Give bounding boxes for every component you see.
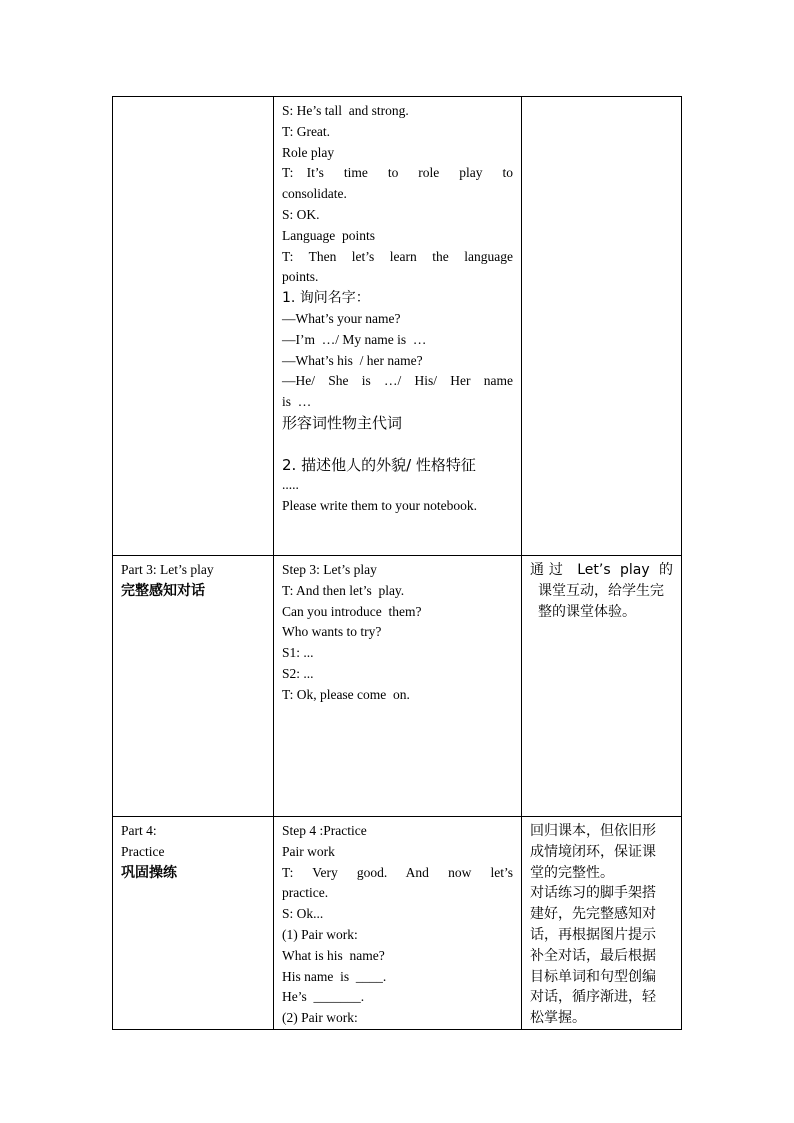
text-line: S2: ... (282, 665, 314, 681)
row3-steps-cell (274, 817, 522, 1030)
text-line: Language points (282, 227, 375, 243)
text-line: T: Then let’s learn the language (282, 248, 513, 264)
text-line: —I’m …/ My name is … (282, 331, 427, 347)
text-line: T: Very good. And now let’s (282, 864, 513, 880)
row1-steps-cell (274, 97, 522, 556)
text-line: 2. 描述他人的外貌/ 性格特征 (282, 455, 476, 474)
row3-part-cell (113, 817, 274, 1030)
text-line: T: And then let’s play. (282, 582, 405, 598)
text-line: S: OK. (282, 206, 320, 222)
text-line: S: Ok... (282, 906, 324, 922)
row1-part-cell (113, 97, 274, 556)
text-line: consolidate. (282, 186, 347, 202)
text-line: points. (282, 269, 319, 285)
text-line: He’s _______. (282, 989, 365, 1005)
text-line: 形容词性物主代词 (282, 413, 403, 432)
text-line: 回归课本，但依旧形 (530, 823, 656, 839)
part-subtitle: 巩固操练 (121, 864, 177, 881)
text-line: (2) Pair work: (282, 1010, 358, 1026)
table-row (113, 97, 682, 556)
text-line: T: Ok, please come on. (282, 686, 410, 702)
text-line: practice. (282, 885, 329, 901)
text-line: —He/ She is …/ His/ Her name (282, 373, 513, 389)
text-line: 话，再根据图片提示 (530, 926, 656, 943)
text-line: Who wants to try? (282, 624, 382, 640)
text-line: Can you introduce them? (282, 603, 422, 619)
text-line: T: It’s time to role play to (282, 165, 513, 181)
text-line: 建好，先完整感知对 (530, 906, 656, 923)
text-line: 堂的完整性。 (530, 864, 614, 881)
blank-line (282, 434, 513, 455)
text-line: 目标单词和句型创编 (530, 968, 656, 985)
text-line: S1: ... (282, 645, 314, 661)
text-line: (1) Pair work: (282, 926, 358, 942)
row2-steps-cell (274, 556, 522, 817)
table-row (113, 817, 682, 1030)
text-line: His name is ____. (282, 968, 387, 984)
lesson-plan-table (112, 96, 682, 1030)
text-line: 补全对话，最后根据 (530, 947, 656, 964)
text-line: 1. 询问名字： (282, 290, 370, 307)
text-line: 对话练习的脚手架搭 (530, 885, 656, 902)
text-line: ..... (282, 477, 299, 493)
row2-purpose-cell (522, 556, 682, 817)
part-subtitle: 完整感知对话 (121, 582, 205, 599)
part-title: Part 4: (121, 823, 157, 838)
text-line: 通过 Let’s play 的 (530, 562, 673, 578)
text-line: 课堂互动，给学生完 (538, 582, 664, 599)
text-line: Pair work (282, 843, 335, 859)
part-title: Part 3: Let’s play (121, 562, 214, 577)
row3-purpose-cell (522, 817, 682, 1030)
table-row (113, 556, 682, 817)
text-line: Step 3: Let’s play (282, 562, 377, 577)
text-line: is … (282, 394, 312, 410)
row1-purpose-cell (522, 97, 682, 556)
text-line: —What’s your name? (282, 310, 401, 326)
part-title: Practice (121, 843, 165, 859)
text-line: Please write them to your notebook. (282, 498, 477, 514)
row2-part-cell (113, 556, 274, 817)
text-line: Step 4 :Practice (282, 823, 367, 838)
text-line: 整的课堂体验。 (538, 603, 636, 620)
text-line: 松掌握。 (530, 1010, 586, 1027)
text-line: What is his name? (282, 947, 385, 963)
text-line: —What’s his / her name? (282, 352, 423, 368)
text-line: 对话，循序渐进，轻 (530, 989, 656, 1006)
text-line: S: He’s tall and strong. (282, 103, 409, 118)
text-line: T: Great. (282, 123, 331, 139)
text-line: Role play (282, 144, 335, 160)
text-line: 成情境闭环，保证课 (530, 843, 656, 860)
